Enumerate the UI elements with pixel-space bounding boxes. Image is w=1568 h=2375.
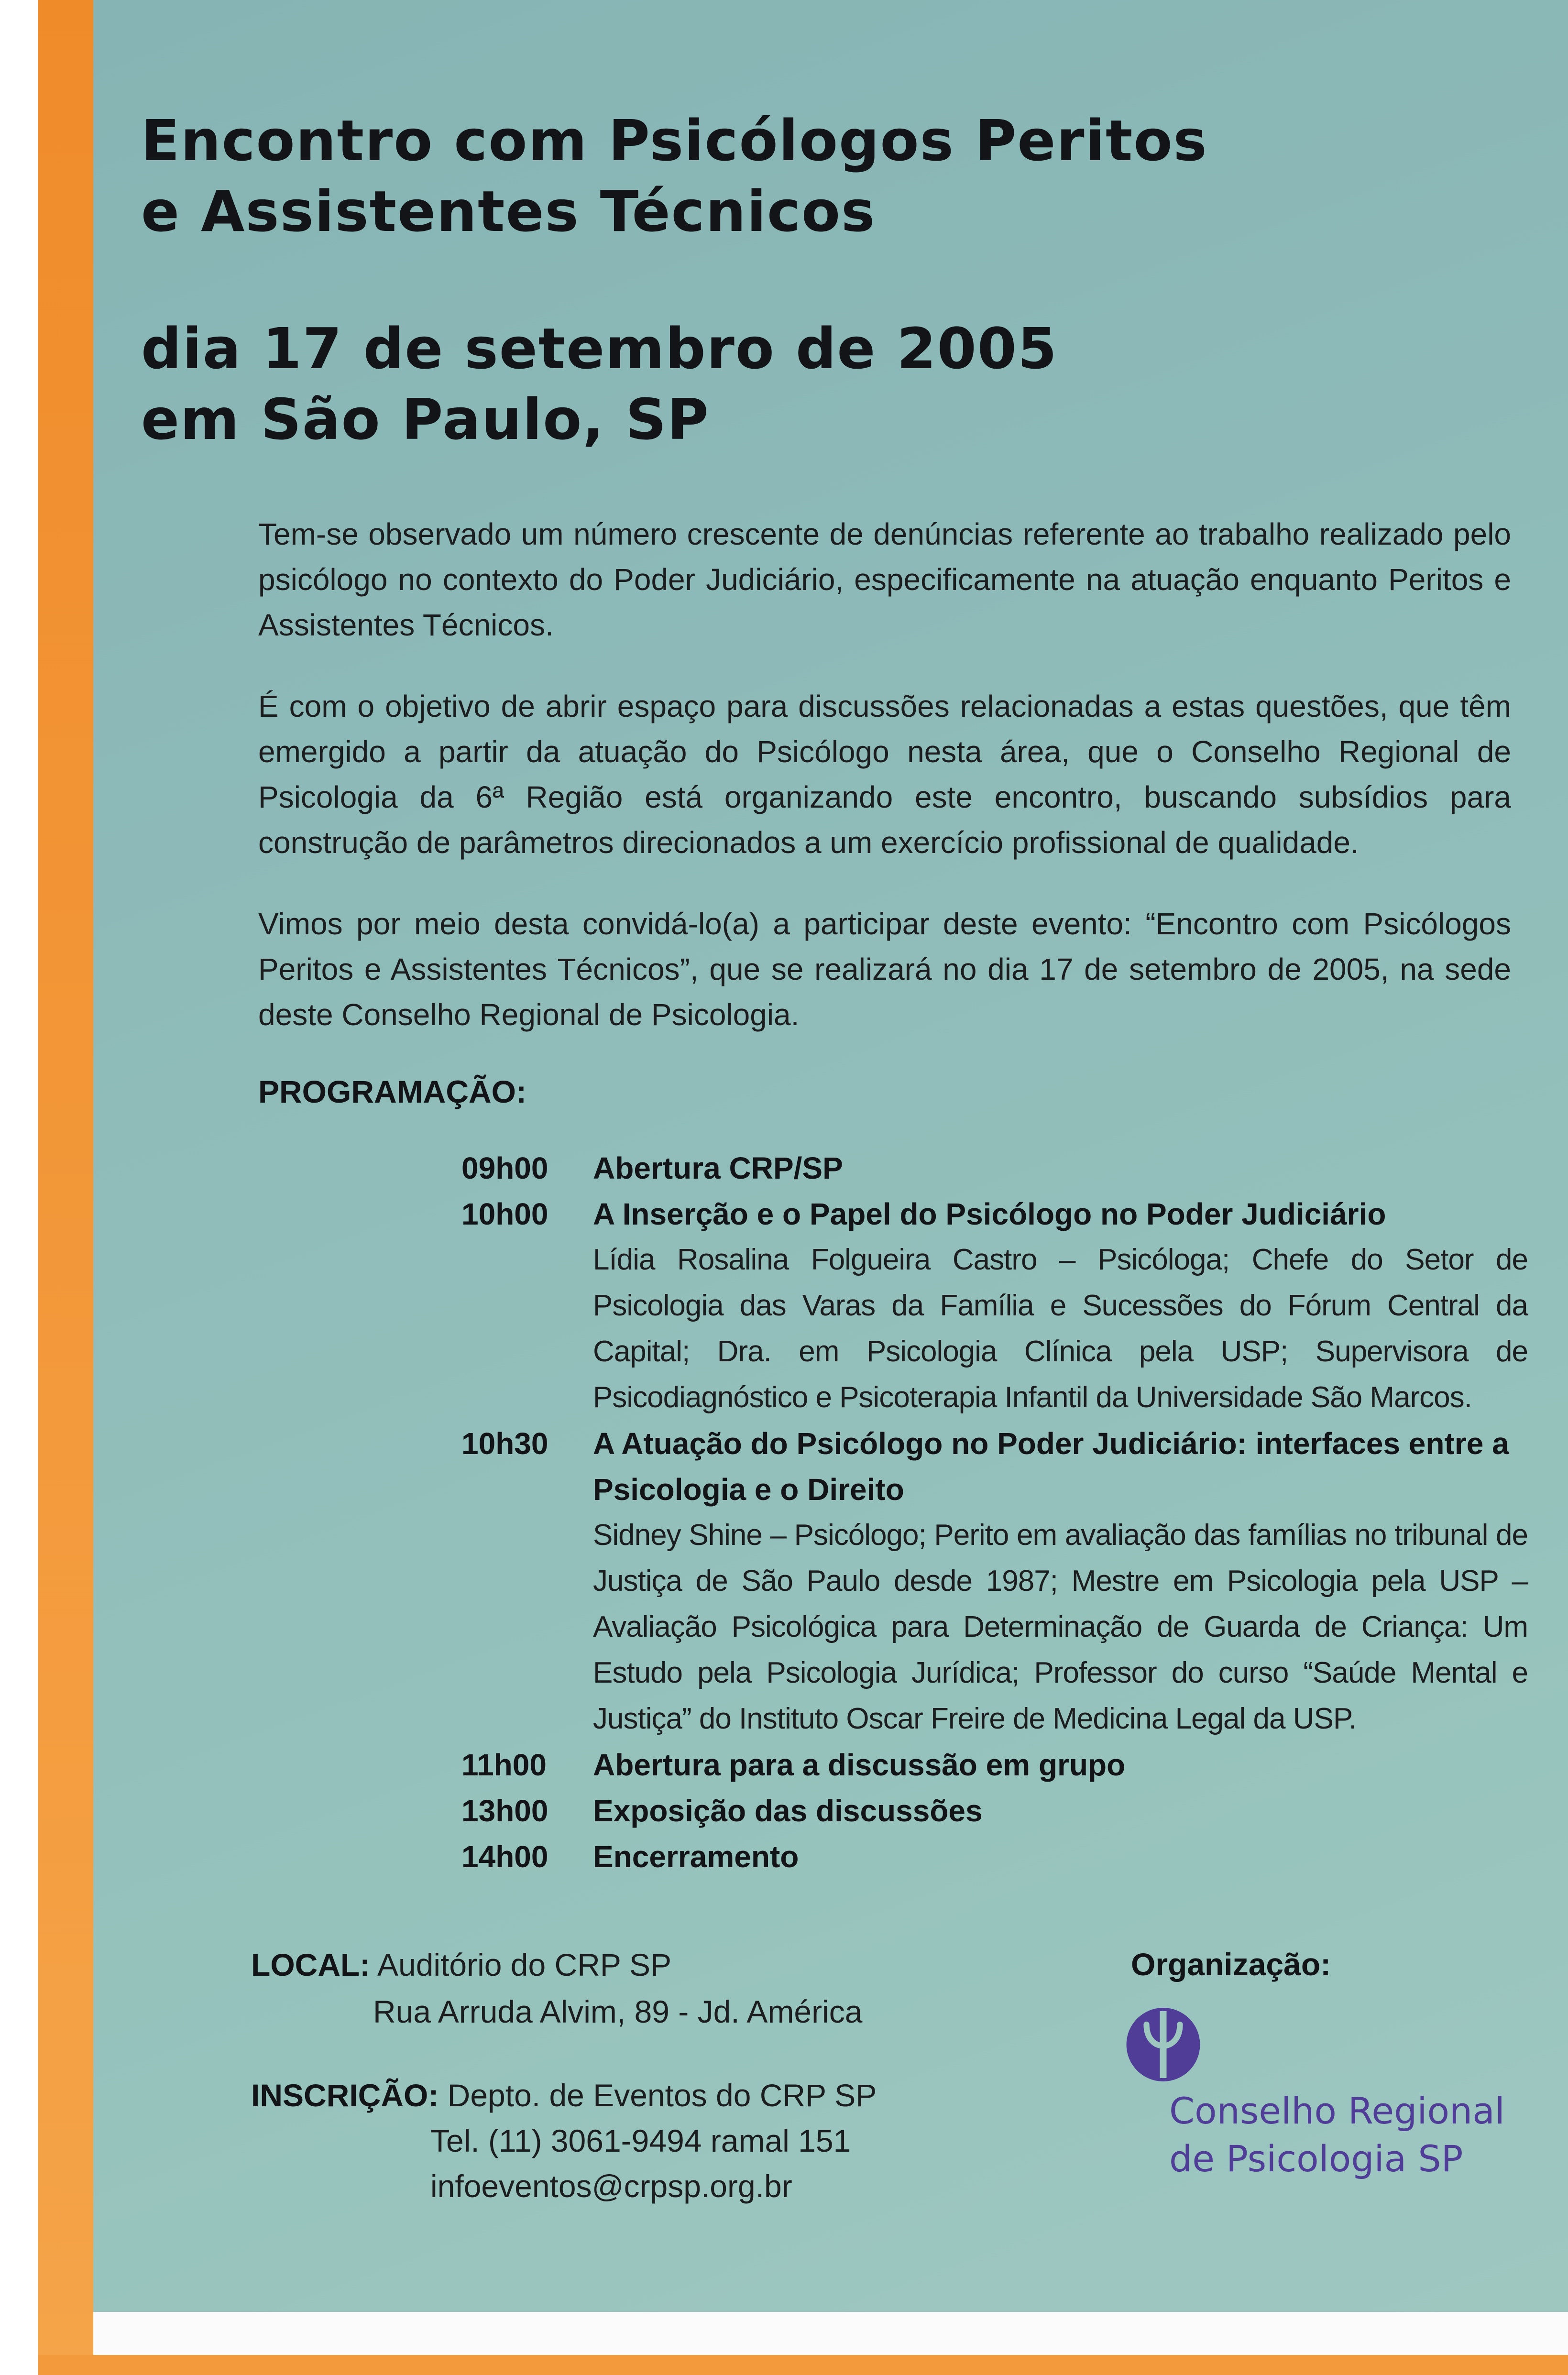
schedule-title: Abertura para a discussão em grupo [593,1748,1126,1782]
schedule-row [461,1788,1528,1834]
registration-phone: Tel. (11) 3061-9494 ramal 151 [430,2123,851,2158]
schedule-time: 14h00 [461,1839,548,1874]
registration-department: Depto. de Eventos do CRP SP [439,2078,877,2113]
invitation-paragraph: Vimos por meio desta convidá-lo(a) a participar deste evento: “Encontro com Psicólogos Peritos e Assistentes Técnicos”, que se realizará no dia 17 de setembro de 2005, na sede deste Conselho Regional de Psicologia. [258,907,1511,1032]
schedule-row [461,1191,1528,1421]
schedule-row [461,1145,1528,1191]
schedule-title: Encerramento [593,1839,799,1874]
schedule-content [593,1421,1528,1742]
schedule-time: 13h00 [461,1794,548,1828]
schedule-content [593,1834,1528,1880]
registration-email: infoeventos@crpsp.org.br [430,2168,792,2204]
organization-name-line2: de Psicologia SP [1169,2137,1463,2180]
organization-name-line1: Conselho Regional [1169,2090,1505,2132]
orange-side-strip [38,0,93,2375]
schedule-row [461,1421,1528,1742]
intro-paragraph-1: Tem-se observado um número crescente de denúncias referente ao trabalho realizado pelo psicólogo no contexto do Poder Judiciário, especificamente na atuação enquanto Peritos e Assistentes Técnicos. [258,517,1511,642]
schedule-content [593,1191,1528,1421]
schedule-time: 10h30 [461,1426,548,1461]
event-date [141,313,1058,455]
schedule-speaker: Sidney Shine – Psicólogo; Perito em avaliação das famílias no tribunal de Justiça de São Paulo desde 1987; Mestre em Psicologia pela USP – Avaliação Psicológica para Determinação de Guarda de Criança: Um Estudo pela Psicologia Jurídica; Professor do curso “Saúde Mental e Justiça” do Instituto Oscar Freire de Medicina Legal da USP. [593,1519,1528,1735]
crp-psi-logo-icon [1121,2001,1205,2085]
schedule-time: 11h00 [461,1748,547,1782]
event-title [141,105,1208,247]
organization-name [1169,2087,1505,2183]
event-date-line1: dia 17 de setembro de 2005 [141,316,1058,382]
bottom-white-margin [93,2312,1568,2355]
schedule-speaker: Lídia Rosalina Folgueira Castro – Psicóloga; Chefe do Setor de Psicologia das Varas da Família e Sucessões do Fórum Central da Capital; Dra. em Psicologia Clínica pela USP; Supervisora de Psicodiagnóstico e Psicoterapia Infantil da Universidade São Marcos. [593,1243,1528,1414]
poster [93,0,1568,2312]
registration-info [251,2073,877,2209]
schedule-title: A Atuação do Psicólogo no Poder Judiciário: interfaces entre a Psicologia e o Direito [593,1426,1509,1507]
venue-label: LOCAL: [251,1947,371,1982]
schedule-content [593,1145,1528,1191]
schedule-row [461,1834,1528,1880]
event-title-line2: e Assistentes Técnicos [141,178,876,244]
schedule-title: Abertura CRP/SP [593,1151,843,1185]
intro-paragraph-2: É com o objetivo de abrir espaço para discussões relacionadas a estas questões, que têm emergido a partir da atuação do Psicólogo nesta área, que o Conselho Regional de Psicologia da 6ª Região está organizando este encontro, buscando subsídios para construção de parâmetros direcionados a um exercício profissional de qualidade. [258,689,1511,860]
venue-name: Auditório do CRP SP [370,1947,672,1982]
orange-bottom-strip [38,2355,1568,2375]
schedule-row [461,1742,1528,1788]
schedule-title: Exposição das discussões [593,1794,983,1828]
event-date-line2: em São Paulo, SP [141,386,710,452]
schedule-time: 09h00 [461,1151,548,1185]
schedule-content [593,1742,1528,1788]
schedule-content [593,1788,1528,1834]
venue-info [251,1941,862,2035]
registration-label: INSCRIÇÃO: [251,2078,439,2113]
venue-address: Rua Arruda Alvim, 89 - Jd. América [373,1994,863,2029]
schedule-time: 10h00 [461,1197,548,1231]
program-schedule [461,1145,1528,1880]
event-title-line1: Encontro com Psicólogos Peritos [141,108,1208,174]
program-heading: PROGRAMAÇÃO: [258,1074,526,1109]
schedule-title: A Inserção e o Papel do Psicólogo no Poder Judiciário [593,1197,1386,1231]
organization-label: Organização: [1131,1947,1331,1982]
